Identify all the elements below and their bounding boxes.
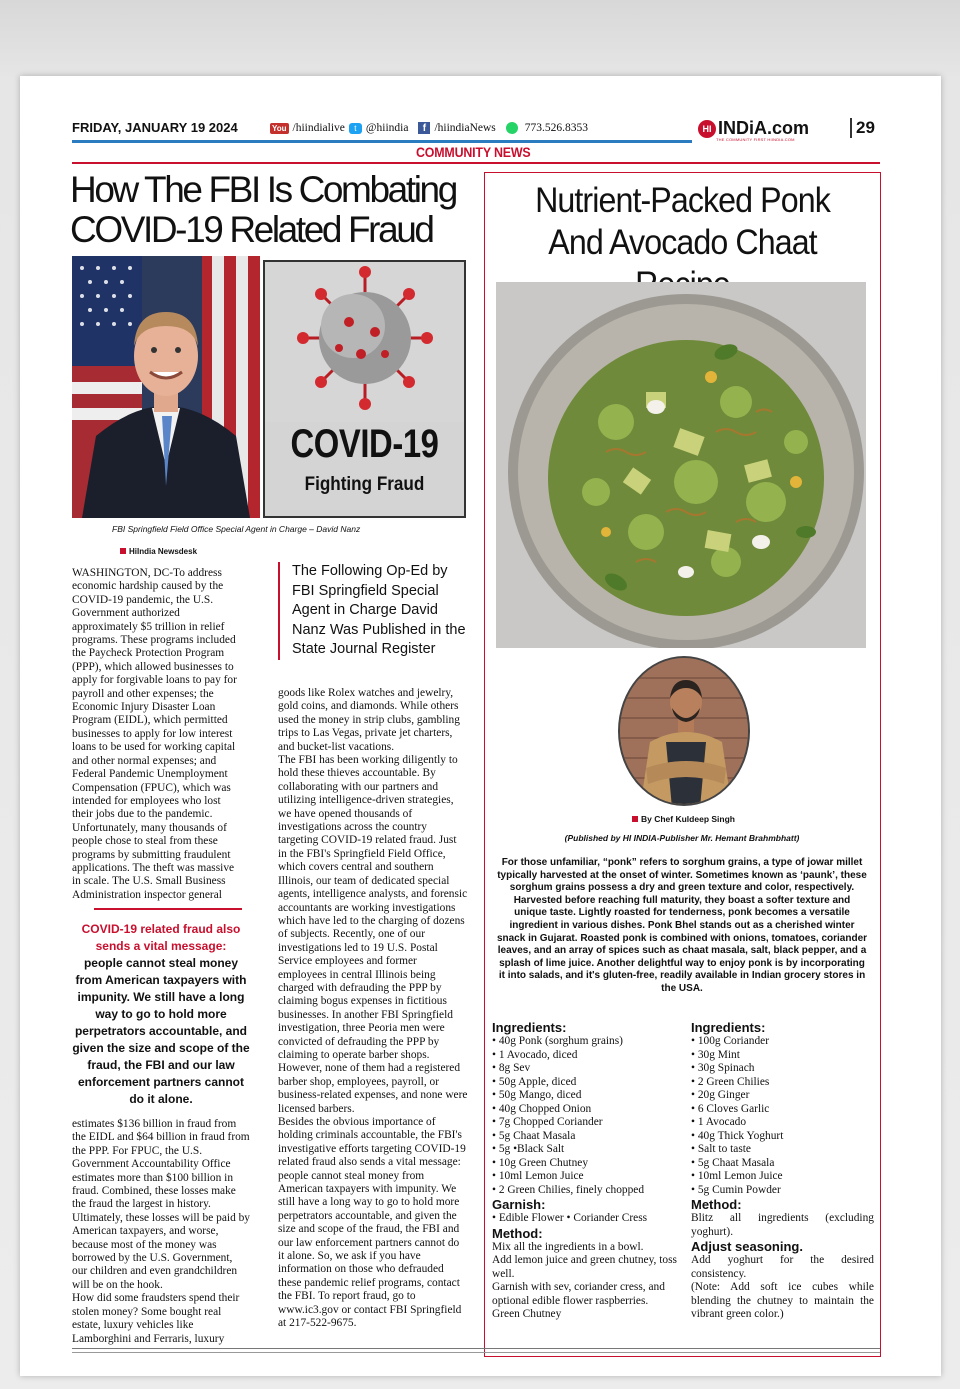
oped-box: The Following Op-Ed by FBI Springfield Special Agent in Charge David Nanz Was Published in the State Journal Register (278, 562, 466, 660)
paragraph: The FBI has been working diligently to hold these thieves accountable. By collaborating with our partners and utilizing intelligence-driven strategies, we have opened thousands of investigations across the country targeting COVID-19 related fraud. Just in the FBI's Springfield Field Office, which covers central and southern Illinois, our team of dedicated special agents, intelligence analysts, and forensic accountants are working investigations which have led to the charging of dozens of subjects. Recently, one of our investigations led to 19 U.S. Postal Service employees and former employees in central Illinois being charged with defrauding the PPP by claiming bogus expenses in fictitious businesses. In another FBI Springfield investigation, three Peoria men were convicted of defrauding the PPP by claiming to operate barber shops. However, none of them had a registered barber shop, employees, payroll, or business-related expenses, and none were licensed barbers. (278, 754, 468, 1115)
chef-photo (618, 656, 750, 806)
issue-date: FRIDAY, JANUARY 19 2024 (72, 120, 238, 135)
ingredient-item: • 10g Green Chutney (492, 1156, 589, 1169)
page-number: 29 (850, 118, 875, 138)
ingredient-item: • 30g Mint (691, 1048, 740, 1061)
method-heading: Method: (691, 1197, 742, 1212)
ingredient-item: • 5g Chaat Masala (492, 1129, 576, 1142)
ingredient-item: • 2 Green Chilies, finely chopped (492, 1183, 645, 1196)
logo-text: INDiA.com (718, 118, 810, 138)
method-text (492, 1241, 682, 1322)
logo-tagline: THE COMMUNITY FIRST HIINDIA.COM (716, 137, 795, 142)
paragraph: Besides the obvious importance of holding criminals accountable, the FBI's investigative efforts targeting COVID-19 related fraud also sends a vital message: people cannot steal money from American taxpayers with impunity. We still have a long way to go to hold more perpetrators accountable, and given the size and scope of the fraud, the FBI and our law enforcement partners cannot do it alone. So, we ask if you have information on those who defrauded these pandemic relief programs, contact the FBI. To report fraud, go to www.ic3.gov or contact FBI Springfield at 217-522-9675. (278, 1116, 466, 1330)
ingredient-item: • 10ml Lemon Juice (492, 1170, 584, 1182)
header-rule (72, 140, 692, 143)
adjust-text: Add yoghurt for the desired consistency. (691, 1254, 874, 1280)
ingredient-item: • 8g Sev (492, 1062, 531, 1074)
facebook-handle[interactable]: /hiindiaNews (434, 122, 496, 134)
chaat-bowl-illustration (496, 282, 866, 648)
covid-graphic-subtitle: Fighting Fraud (304, 474, 425, 495)
ingredient-item: • 1 Avocado (691, 1116, 747, 1128)
recipe-photo (496, 282, 866, 648)
byline-marker (120, 548, 126, 554)
ingredient-list (691, 1035, 874, 1197)
article-column-1-top: WASHINGTON, DC-To address economic hardship caused by the COVID-19 pandemic, the U.S. Government authorized approximately $5 trillion in relief programs. These programs included the Paycheck Protection Program (PPP), which allowed businesses to apply for forgivable loans to pay for payroll and other expenses; the Economic Injury Disaster Loan Program (EIDL), which permitted businesses to apply for low interest loans to be used for working capital and other normal expenses; and Federal Pandemic Unemployment Compensation (FPUC), which was intended for employees who lost their jobs due to the pandemic. Unfortunately, many thousands of people chose to steal from these programs by submitting fraudulent applications. The theft was massive in scale. The U.S. Small Business Administration inspector general (72, 567, 237, 901)
chef-byline (632, 814, 735, 824)
byline (120, 547, 197, 556)
logo-badge: HI (698, 120, 716, 138)
phone-number[interactable]: 773.526.8353 (524, 122, 589, 134)
ingredients-heading: Ingredients: (691, 1020, 766, 1035)
ingredient-item: • 6 Cloves Garlic (691, 1102, 770, 1115)
ingredient-item: • 30g Spinach (691, 1062, 755, 1074)
method-heading: Method: (492, 1225, 543, 1241)
article-column-2 (278, 687, 468, 1331)
pullquote-rule (94, 908, 242, 910)
garnish-list: • Edible Flower • Coriander Cress (492, 1212, 648, 1224)
twitter-handle[interactable]: @hiindia (365, 122, 409, 134)
section-title: COMMUNITY NEWS (416, 145, 531, 160)
ingredient-item: • 5g •Black Salt (492, 1143, 565, 1155)
method-step: Green Chutney (492, 1308, 562, 1320)
footer-rule (72, 1348, 880, 1349)
ingredient-item: • 5g Cumin Powder (691, 1183, 781, 1196)
recipe-left-column (492, 1020, 682, 1322)
ingredients-heading: Ingredients: (492, 1020, 567, 1035)
photo-caption: FBI Springfield Field Office Special Agent in Charge – David Nanz (112, 524, 361, 534)
publisher-credit: (Published by HI INDIA-Publisher Mr. Hemant Brahmbhatt) (564, 833, 800, 843)
virus-icon (265, 262, 464, 422)
ingredient-item: • 40g Chopped Onion (492, 1102, 592, 1115)
article-headline: How The FBI Is Combating COVID-19 Related Fraud (70, 169, 456, 250)
method-text: Blitz all ingredients (excluding yoghurt). (691, 1212, 874, 1238)
ingredient-item: • 40g Ponk (sorghum grains) (492, 1035, 623, 1047)
covid-graphic-title: COVID-19 (290, 422, 439, 466)
pullquote-body: people cannot steal money from American taxpayers with impunity. We still have a long way to go to hold more perpetrators accountable, and given the size and scope of the fraud, the FBI and our law enforcement partners cannot do it alone. (72, 956, 250, 1106)
ingredient-item: • Salt to taste (691, 1143, 751, 1155)
adjust-heading: Adjust seasoning. (691, 1239, 803, 1254)
chef-byline-text: By Chef Kuldeep Singh (641, 814, 735, 824)
ingredient-item: • 2 Green Chilies (691, 1075, 770, 1088)
chef-illustration (620, 658, 750, 806)
newspaper-page (20, 76, 941, 1376)
recipe-intro: For those unfamiliar, “ponk” refers to sorghum grains, a type of jowar millet typically harvested at the onset of winter. Sometimes known as ‘paunk’, these sorghum grains possess a dry and green texture and color, respectively. Harvested before reaching full maturity, they boast a softer texture and unique taste. Lightly roasted for tenderness, ponk becomes a versatile ingredient in various dishes. Ponk Bhel stands out as a cherished winter snack in Gujarat. Roasted ponk is combined with onions, tomatoes, coriander leaves, and an array of spices such as chaat masala, salt, black pepper, and a splash of lime juice. Another delightful way to enjoy ponk is by incorporating it into salads, and it's gluten-free, readily available in Indian grocery stores in the USA. (496, 857, 868, 994)
chef-byline-marker (632, 816, 638, 822)
ingredient-item: • 1 Avocado, diced (492, 1048, 578, 1061)
agent-photo (72, 256, 260, 518)
ingredient-item: • 50g Apple, diced (492, 1075, 577, 1088)
ingredient-item: • 40g Thick Yoghurt (691, 1129, 784, 1142)
recipe-right-column (691, 1020, 874, 1322)
byline-text: HiIndia Newsdesk (129, 547, 198, 556)
ingredient-item: • 100g Coriander (691, 1035, 770, 1047)
covid-graphic (263, 260, 466, 518)
twitter-icon: t (349, 123, 362, 134)
youtube-icon: You (272, 123, 287, 133)
paragraph: goods like Rolex watches and jewelry, gold coins, and diamonds. While others used the money in strip clubs, gambling trips to Las Vegas, private jet charters, and bucket-list vacations. (278, 687, 460, 753)
ingredient-item: • 10ml Lemon Juice (691, 1170, 783, 1182)
ingredient-item: • 20g Ginger (691, 1089, 750, 1101)
youtube-handle[interactable]: /hiindialive (292, 122, 345, 134)
garnish-heading: Garnish: (492, 1197, 546, 1212)
ingredient-item: • 5g Chaat Masala (691, 1156, 775, 1169)
paragraph: How did some fraudsters spend their stolen money? Some bought real estate, luxury vehicles like Lamborghini and Ferraris, luxury (72, 1292, 240, 1345)
whatsapp-icon (506, 122, 518, 134)
article-column-1-bottom (72, 1118, 250, 1346)
ingredient-item: • 7g Chopped Coriander (492, 1116, 603, 1128)
pullquote (72, 921, 250, 1108)
facebook-icon: f (418, 122, 430, 134)
footer-rule (72, 1352, 880, 1353)
section-rule (72, 162, 880, 164)
agent-photo-illustration (72, 256, 260, 518)
masthead-logo[interactable] (698, 118, 809, 139)
method-step: Add lemon juice and green chutney, toss well. (492, 1254, 677, 1280)
recipe-title: Nutrient-Packed Ponk And Avocado Chaat (535, 181, 830, 262)
pullquote-lead: COVID-19 related fraud also sends a vital message: (81, 922, 241, 953)
recipe-note: (Note: Add soft ice cubes while blending the chutney to maintain the vibrant green color.) (691, 1281, 874, 1320)
social-bar (270, 122, 588, 134)
ingredient-item: • 50g Mango, diced (492, 1089, 582, 1101)
method-step: Mix all the ingredients in a bowl. (492, 1240, 644, 1253)
method-step: Garnish with sev, coriander cress, and optional edible flower raspberries. (492, 1281, 665, 1307)
ingredient-list (492, 1035, 682, 1197)
paragraph: estimates $136 billion in fraud from the EIDL and $64 billion in fraud from the PPP. For FPUC, the U.S. Government Accountability Office estimates more than $100 billion in fraud. Combined, these losses make the fraud the largest in history. Ultimately, these losses will be paid by American taxpayers, and worse, because most of the money was borrowed by the U.S. Government, our children and even grandchildren will be on the hook. (72, 1118, 251, 1291)
